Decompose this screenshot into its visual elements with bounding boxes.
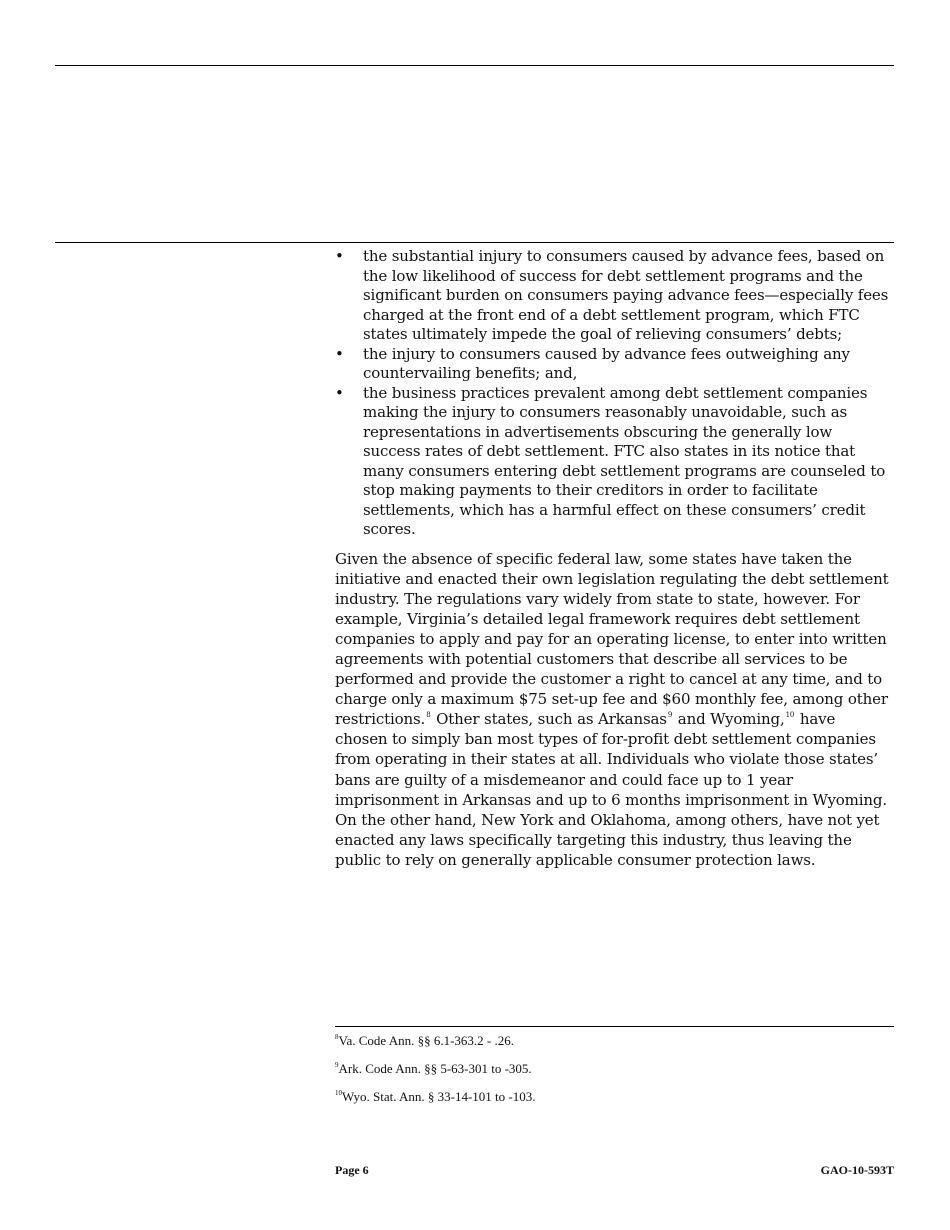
footnote-separator [335,1026,894,1027]
main-content [335,247,892,870]
footnote-reference: 9 [667,711,673,720]
bullet-icon: • [335,383,344,402]
footnote [335,1089,894,1105]
list-item [335,345,892,384]
footnote-reference: 10 [785,711,795,720]
list-item [335,384,892,540]
paragraph-text: and Wyoming, [673,710,785,729]
page-number: Page 6 [335,1163,369,1177]
bullet-icon: • [335,344,344,363]
paragraph-text: have chosen to simply ban most types of for-profit debt settlement companies from operating in their states at all. Individuals who violate those states’ bans are guilty of a misdemeanor and could face up to 1 year imprisonment in Arkansas and up to 6 months imprisonment in Wyoming. On the other hand, New York and Oklahoma, among others, have not yet enacted any laws specifically targeting this industry, thus leaving the public to rely on generally applicable consumer protection laws. [335,710,887,869]
footnote-number: 8 [335,1033,339,1041]
footnote-number: 9 [335,1061,339,1069]
footnote-text: Ark. Code Ann. §§ 5-63-301 to -305. [338,1061,532,1076]
footnote-number: 10 [335,1089,342,1097]
bullet-icon: • [335,247,344,265]
report-number: GAO-10-593T [820,1163,894,1177]
list-item-text: the substantial injury to consumers caused by advance fees, based on the low likelihood of success for debt settlement programs and the significant burden on consumers paying advance fees—especially fees charged at the front end of a debt settlement program, which FTC states ultimately impede the goal of relieving consumers’ debts; [363,247,889,343]
footnote [335,1061,894,1077]
body-paragraph [335,549,892,871]
paragraph-text: Other states, such as Arkansas [431,710,667,729]
header-rule-bottom [55,242,894,243]
footnote-reference: 8 [426,711,431,720]
footnote-text: Wyo. Stat. Ann. § 33-14-101 to -103. [342,1089,536,1104]
paragraph-text: Given the absence of specific federal law, some states have taken the initiative and enacted their own legislation regulating the debt settlement industry. The regulations vary widely from state to state, however. For example, Virginia’s detailed legal framework requires debt settlement companies to apply and pay for an operating license, to enter into written agreements with potential customers that describe all services to be performed and provide the customer a right to cancel at any time, and to charge only a maximum $75 set-up fee and $60 monthly fee, among other restrictions. [335,549,889,729]
header-rule-top [55,65,894,66]
footnote [335,1033,894,1049]
footnotes [335,1033,894,1117]
footnote-text: Va. Code Ann. §§ 6.1-363.2 - .26. [338,1033,514,1048]
list-item [335,247,892,345]
list-item-text: the injury to consumers caused by advance fees outweighing any countervailing benefits; and, [363,344,850,382]
list-item-text: the business practices prevalent among debt settlement companies making the injury to consumers reasonably unavoidable, such as representations in advertisements obscuring the generally low success rates of debt settlement. FTC also states in its notice that many consumers entering debt settlement programs are counseled to stop making payments to their creditors in order to facilitate settlements, which has a harmful effect on these consumers’ credit scores. [363,383,886,538]
bullet-list [335,247,892,540]
